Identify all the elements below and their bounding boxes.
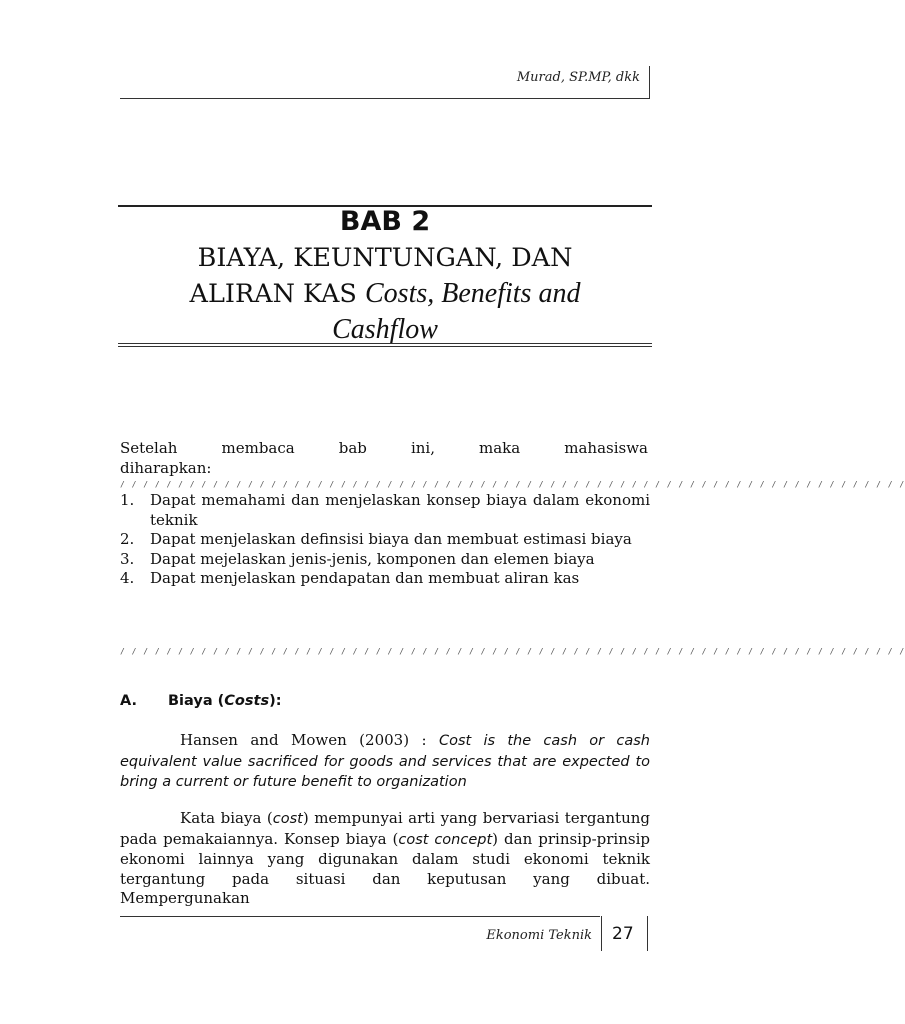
section-heading-italic: Costs <box>224 693 270 709</box>
text-run: Kata biaya ( <box>180 809 273 827</box>
paragraph-citation: Hansen and Mowen (2003) : <box>180 731 439 749</box>
objectives-intro: Setelah membaca bab ini, maka mahasiswa <box>120 439 648 457</box>
chapter-title-en-part1: Costs, Benefits and <box>365 278 581 309</box>
objectives-list <box>120 491 650 589</box>
text-run: ) mempunyai arti yang bervariasi tergantung pada pemakaiannya. Konsep biaya ( <box>120 809 650 848</box>
chapter-title-line1: BIAYA, KEUNTUNGAN, DAN <box>197 243 573 273</box>
objective-item <box>120 530 650 550</box>
objective-text: Dapat menjelaskan pendapatan dan membuat aliran kas <box>150 569 580 587</box>
header-rule <box>120 98 650 99</box>
objectives-intro-continued: diharapkan: <box>120 459 212 477</box>
paragraph-body <box>120 809 650 909</box>
page-number: 27 <box>612 924 634 944</box>
objective-number: 3. <box>120 549 135 568</box>
objective-text: Dapat mejelaskan jenis-jenis, komponen dan elemen biaya <box>150 549 595 568</box>
section-heading-prefix: Biaya ( <box>168 693 225 709</box>
chapter-title-en-part2: Cashflow <box>332 314 438 345</box>
text-run-italic: cost <box>272 811 303 827</box>
chapter-number: BAB 2 <box>339 206 431 237</box>
section-heading <box>168 693 282 709</box>
running-header-authors: Murad, SP.MP, dkk <box>516 70 640 85</box>
objective-number: 4. <box>120 569 135 587</box>
objective-text: Dapat menjelaskan definsisi biaya dan membuat estimasi biaya <box>150 530 632 548</box>
footer-vertical-rule <box>601 916 602 951</box>
footer-rule <box>120 916 600 917</box>
running-footer-book-title: Ekonomi Teknik <box>486 928 592 943</box>
chapter-title-line2 <box>118 276 652 312</box>
objective-text: Dapat memahami dan menjelaskan konsep biaya dalam ekonomi teknik <box>150 491 650 529</box>
header-vertical-rule <box>649 66 650 99</box>
section-letter: A. <box>120 693 137 709</box>
chapter-bottom-double-rule <box>118 343 652 347</box>
paragraph-definition <box>120 731 650 793</box>
objectives-bottom-dashed-rule: / / / / / / / / / / / / / / / / / / / / / / / / / / / / / / / / / / / / / / / / / / / / / / / / / / / / / / / / / / / / / / / / / / / / <box>120 647 905 656</box>
objective-number: 1. <box>120 491 135 509</box>
text-run: ) dan prinsip-prinsip ekonomi lainnya yang digunakan dalam studi ekonomi teknik tergantung pada situasi dan keputusan yang dibuat. Mempergunakan <box>120 829 650 907</box>
chapter-title <box>118 240 652 348</box>
objective-item <box>120 569 650 589</box>
text-run-italic: cost concept <box>398 831 493 848</box>
chapter-title-id-part: ALIRAN KAS <box>189 279 357 309</box>
objective-number: 2. <box>120 530 135 548</box>
objective-item <box>120 550 650 570</box>
objectives-top-dashed-rule: / / / / / / / / / / / / / / / / / / / / / / / / / / / / / / / / / / / / / / / / / / / / / / / / / / / / / / / / / / / / / / / / / / / / <box>120 480 905 489</box>
footer-vertical-rule-right <box>647 916 648 951</box>
objective-item <box>120 491 650 530</box>
section-heading-suffix: ): <box>269 693 282 709</box>
paragraph-quote: Cost is the cash or cash equivalent value sacrificed for goods and services that are expected to bring a current or future benefit to organization <box>120 733 650 790</box>
